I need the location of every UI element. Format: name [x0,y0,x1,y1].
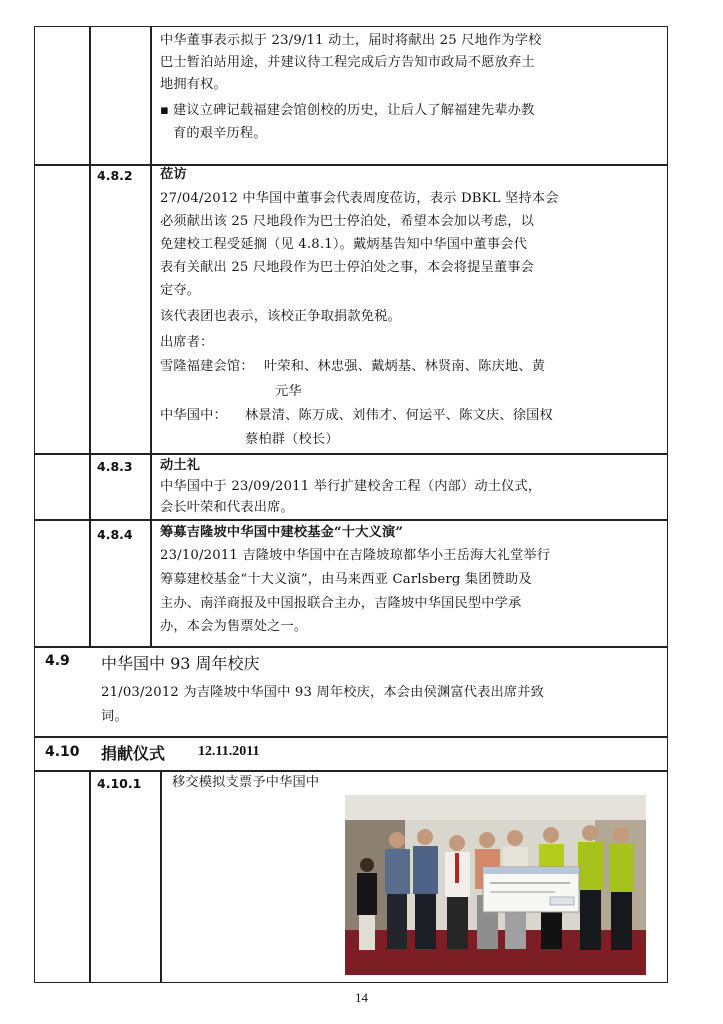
row-divider [34,519,668,521]
row-divider [34,646,668,648]
attendee-names: 叶荣和、林忠强、戴炳基、林贤南、陈庆地、黄 [264,359,546,374]
section-number: 4.9 [45,653,70,669]
body-line: 表有关献出 25 尺地段作为巴士停泊处之事，本会将提呈董事会 [160,260,535,275]
col-divider [89,26,91,646]
row-divider [34,770,668,772]
section-number: 4.8.2 [97,168,133,183]
section-number: 4.10.1 [97,776,142,791]
section-title: 动土礼 [160,458,201,473]
body-line: 会长叶荣和代表出席。 [160,500,294,515]
attendee-names: 元华 [275,384,302,399]
section-number: 4.10 [45,744,80,760]
attendee-label: 雪隆福建会馆： [160,359,254,374]
body-line: 必须献出该 25 尺地段作为巴士停泊处，希望本会加以考虑，以 [160,214,535,229]
section-title: 莅访 [160,167,187,182]
body-line: 定夺。 [160,283,201,298]
body-line: 21/03/2012 为吉隆坡中华国中 93 周年校庆，本会由侯渊富代表出席并致 [101,685,545,700]
col-divider [89,770,91,983]
section-title: 筹募吉隆坡中华国中建校基金“十大义演” [160,525,404,540]
body-line: 23/10/2011 吉隆坡中华国中在吉隆坡琼都华小王岳海大礼堂举行 [160,548,551,563]
section-heading: 捐献仪式 [101,744,166,763]
body-line: 主办、南洋商报及中国报联合主办，吉隆坡中华国民型中学承 [160,596,522,611]
col-divider [150,26,152,646]
bullet-marker: ▪ [160,103,170,118]
section-heading: 中华国中 93 周年校庆 [101,654,260,673]
attendee-names: 蔡柏群（校长） [245,432,339,447]
row-divider [34,453,668,455]
col-divider [160,770,162,983]
cheque-presentation-photo [345,795,646,975]
body-line: 免建校工程受延搁（见 4.8.1）。戴炳基告知中华国中董事会代 [160,237,528,252]
attendee-names: 林景清、陈万成、刘伟才、何运平、陈文庆、徐国权 [245,408,553,423]
intro-line: 地拥有权。 [160,77,227,92]
row-divider [34,164,668,166]
photo-illustration [345,795,646,975]
body-line: 出席者： [160,335,214,350]
intro-line: 中华董事表示拟于 23/9/11 动土，届时将献出 25 尺地作为学校 [160,33,542,48]
section-title: 移交模拟支票予中华国中 [172,775,320,790]
body-line: 办，本会为售票处之一。 [160,619,308,634]
body-line: 词。 [101,709,128,724]
body-line: 中华国中于 23/09/2011 举行扩建校舍工程（内部）动土仪式， [160,479,542,494]
body-line: 该代表团也表示，该校正争取捐款免税。 [160,309,401,324]
section-number: 4.8.3 [97,459,133,474]
bullet-line: 建议立碑记载福建会馆创校的历史，让后人了解福建先辈办教 [173,103,535,118]
attendee-label: 中华国中： [160,408,227,423]
bullet-line: 育的艰辛历程。 [173,126,267,141]
body-line: 筹募建校基金“十大义演”，由马来西亚 Carlsberg 集团赞助及 [160,572,532,587]
page-number: 14 [355,990,368,1005]
intro-line: 巴士暂泊站用途，并建议待工程完成后方告知市政局不愿放弃土 [160,55,535,70]
big-cheque [483,867,579,912]
section-date: 12.11.2011 [198,744,260,759]
row-divider [34,736,668,738]
body-line: 27/04/2012 中华国中董事会代表周度莅访，表示 DBKL 坚持本会 [160,191,559,206]
section-number: 4.8.4 [97,527,133,542]
